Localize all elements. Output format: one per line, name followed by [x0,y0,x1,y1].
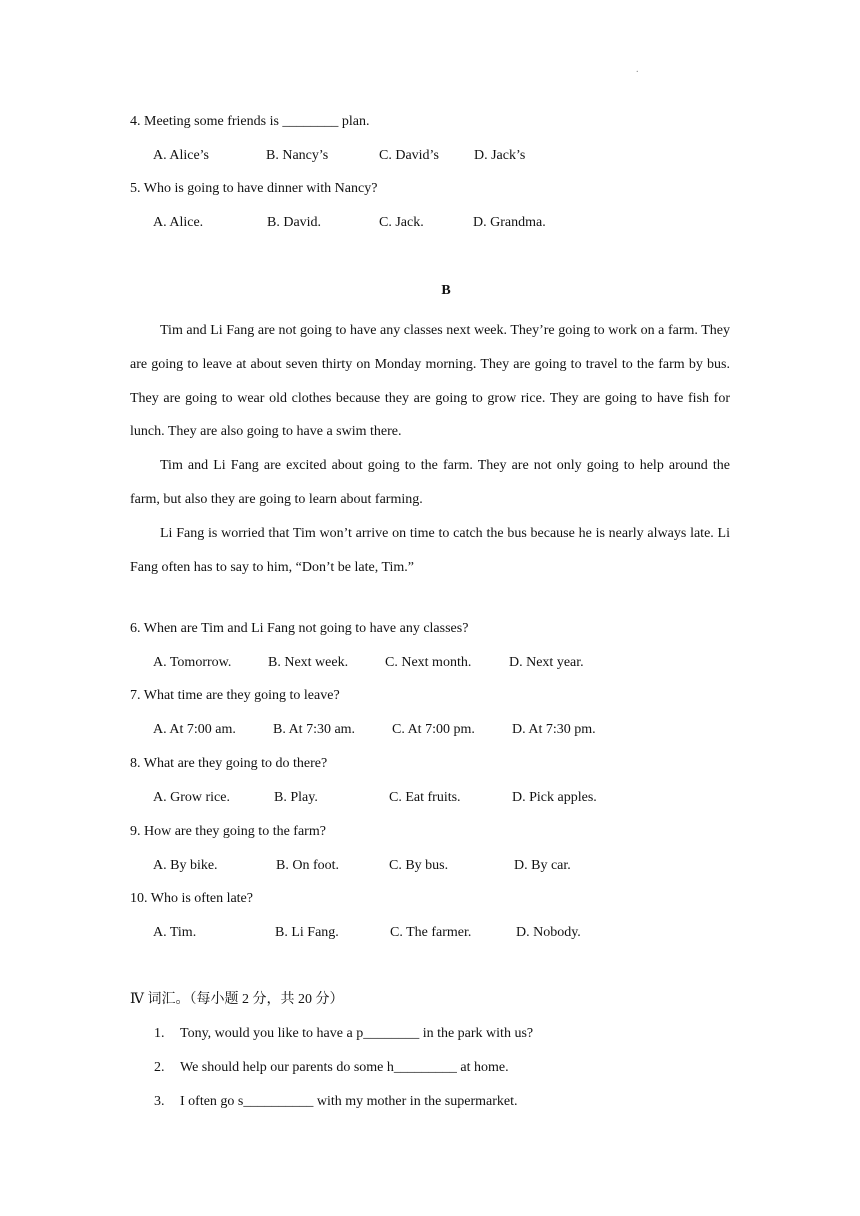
question-5: 5. Who is going to have dinner with Nancy? [130,181,378,196]
option-a: A. By bike. [153,858,218,873]
vocab-item-number: 2. [154,1060,165,1075]
option-c: C. The farmer. [390,925,472,940]
option-b: B. Play. [274,790,318,805]
option-c: C. At 7:00 pm. [392,722,475,737]
question-8: 8. What are they going to do there? [130,756,328,771]
question-4: 4. Meeting some friends is ________ plan. [130,114,370,129]
option-a: A. Grow rice. [153,790,230,805]
option-a: A. Alice’s [153,148,209,163]
vocab-item-text: We should help our parents do some h_________ at home. [180,1060,509,1075]
option-d: D. Pick apples. [512,790,597,805]
option-b: B. On foot. [276,858,339,873]
vocab-heading: Ⅳ 词汇。（每小题 2 分，共 20 分） [130,992,344,1007]
option-d: D. Nobody. [516,925,581,940]
vocab-item-text: Tony, would you like to have a p________ in the park with us? [180,1026,534,1041]
vocab-item-text: I often go s__________ with my mother in the supermarket. [180,1094,518,1109]
passage-paragraph-3: Li Fang is worried that Tim won’t arrive on time to catch the bus because he is nearly always late. Li Fang often has to say to him, “Don’t be late, Tim.” [130,525,730,575]
option-a: A. At 7:00 am. [153,722,236,737]
header-mark: . [636,64,639,75]
option-d: D. Next year. [509,655,584,670]
option-a: A. Tomorrow. [153,655,232,670]
vocab-item-number: 3. [154,1094,165,1109]
option-b: B. David. [267,215,322,230]
option-d: D. Jack’s [474,148,526,163]
option-b: B. At 7:30 am. [273,722,356,737]
option-d: D. At 7:30 pm. [512,722,596,737]
option-c: C. David’s [379,148,439,163]
vocab-item-number: 1. [154,1026,165,1041]
option-a: A. Alice. [153,215,204,230]
reading-passage [130,314,730,584]
option-c: C. Jack. [379,215,424,230]
question-9: 9. How are they going to the farm? [130,824,326,839]
passage-paragraph-2: Tim and Li Fang are excited about going to the farm. They are not only going to help around the farm, but also they are going to learn about farming. [130,458,730,507]
section-b-title: B [441,283,451,298]
question-7: 7. What time are they going to leave? [130,688,340,703]
option-c: C. Next month. [385,655,472,670]
option-c: C. Eat fruits. [389,790,461,805]
question-6: 6. When are Tim and Li Fang not going to have any classes? [130,621,469,636]
option-b: B. Nancy’s [266,148,329,163]
option-a: A. Tim. [153,925,197,940]
option-b: B. Next week. [268,655,349,670]
option-c: C. By bus. [389,858,449,873]
option-d: D. Grandma. [473,215,546,230]
passage-paragraph-1: Tim and Li Fang are not going to have any classes next week. They’re going to work on a farm. They are going to leave at about seven thirty on Monday morning. They are going to travel to the farm by bus. They are going to wear old clothes because they are going to grow rice. They are going to have fish for lunch. They are also going to have a swim there. [130,323,730,440]
option-d: D. By car. [514,858,571,873]
option-b: B. Li Fang. [275,925,339,940]
question-10: 10. Who is often late? [130,891,253,906]
